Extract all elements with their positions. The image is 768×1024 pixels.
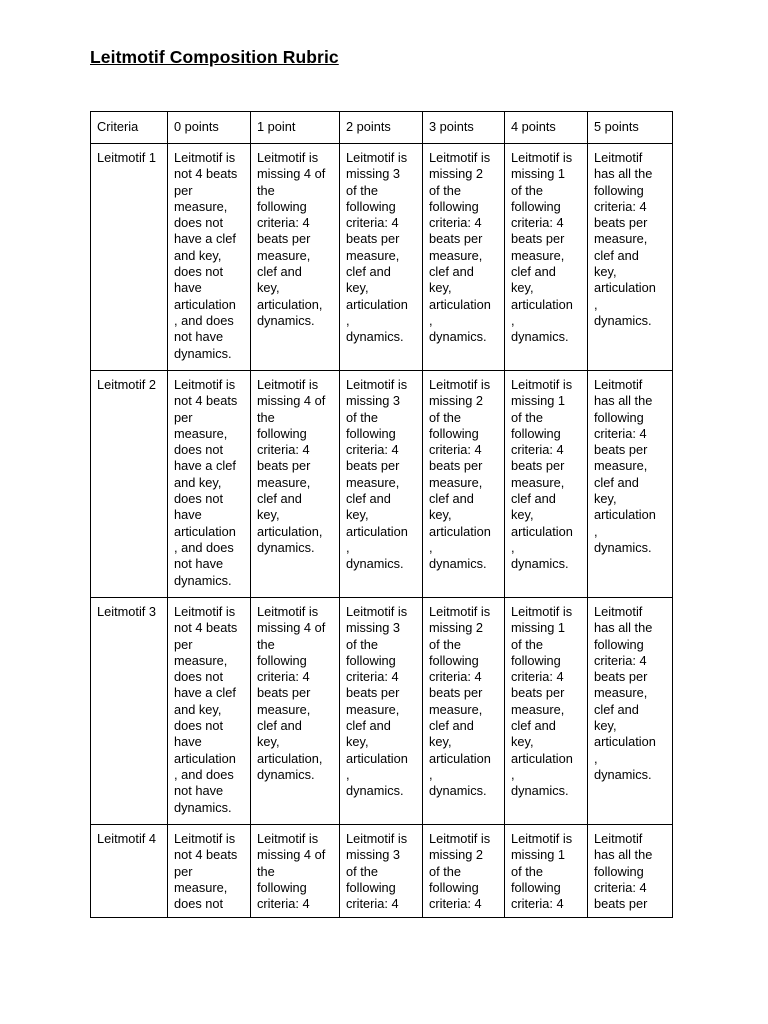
row-label: Leitmotif 1 xyxy=(91,144,168,371)
table-cell: Leitmotif is missing 4 of the following criteria: 4 beats per measure, clef and key, articulation, dynamics. xyxy=(251,144,340,371)
table-cell: Leitmotif has all the following criteria: 4 beats per measure, clef and key, articulation , dynamics. xyxy=(588,371,673,598)
row-label: Leitmotif 3 xyxy=(91,598,168,825)
document-title: Leitmotif Composition Rubric xyxy=(90,47,339,67)
header-cell-3-points: 3 points xyxy=(423,112,505,144)
table-cell: Leitmotif is missing 4 of the following criteria: 4 beats per measure, clef and key, articulation, dynamics. xyxy=(251,371,340,598)
table-cell: Leitmotif is missing 1 of the following criteria: 4 beats per measure, clef and key, articulation , dynamics. xyxy=(505,144,588,371)
table-cell: Leitmotif is missing 1 of the following criteria: 4 beats per measure, clef and key, articulation , dynamics. xyxy=(505,371,588,598)
table-cell: Leitmotif is missing 1 of the following criteria: 4 beats per measure, clef and key, articulation , dynamics. xyxy=(505,598,588,825)
header-cell-5-points: 5 points xyxy=(588,112,673,144)
rubric-table xyxy=(90,111,673,918)
table-cell: Leitmotif is missing 3 of the following criteria: 4 beats per measure, clef and key, articulation , dynamics. xyxy=(340,144,423,371)
header-cell-2-points: 2 points xyxy=(340,112,423,144)
row-label: Leitmotif 4 xyxy=(91,825,168,918)
table-cell: Leitmotif is missing 4 of the following criteria: 4 beats per measure, clef and key, articulation, dynamics. xyxy=(251,598,340,825)
table-cell: Leitmotif is missing 3 of the following criteria: 4 xyxy=(340,825,423,918)
table-cell: Leitmotif is not 4 beats per measure, does not have a clef and key, does not have articulation , and does not have dynamics. xyxy=(168,371,251,598)
table-cell: Leitmotif is missing 2 of the following criteria: 4 beats per measure, clef and key, articulation , dynamics. xyxy=(423,371,505,598)
table-cell: Leitmotif is not 4 beats per measure, does not have a clef and key, does not have articulation , and does not have dynamics. xyxy=(168,144,251,371)
table-cell: Leitmotif is missing 3 of the following criteria: 4 beats per measure, clef and key, articulation , dynamics. xyxy=(340,371,423,598)
table-row xyxy=(91,825,673,918)
table-row xyxy=(91,598,673,825)
table-cell: Leitmotif is not 4 beats per measure, does not have a clef and key, does not have articulation , and does not have dynamics. xyxy=(168,598,251,825)
header-cell-4-points: 4 points xyxy=(505,112,588,144)
table-cell: Leitmotif has all the following criteria: 4 beats per measure, clef and key, articulation , dynamics. xyxy=(588,598,673,825)
table-cell: Leitmotif is missing 1 of the following criteria: 4 xyxy=(505,825,588,918)
table-cell: Leitmotif has all the following criteria: 4 beats per xyxy=(588,825,673,918)
header-row xyxy=(91,112,673,144)
table-cell: Leitmotif is missing 3 of the following criteria: 4 beats per measure, clef and key, articulation , dynamics. xyxy=(340,598,423,825)
header-cell-1-point: 1 point xyxy=(251,112,340,144)
header-cell-0-points: 0 points xyxy=(168,112,251,144)
header-cell-criteria: Criteria xyxy=(91,112,168,144)
table-cell: Leitmotif is missing 4 of the following criteria: 4 xyxy=(251,825,340,918)
table-cell: Leitmotif is missing 2 of the following criteria: 4 xyxy=(423,825,505,918)
row-label: Leitmotif 2 xyxy=(91,371,168,598)
table-cell: Leitmotif has all the following criteria: 4 beats per measure, clef and key, articulation , dynamics. xyxy=(588,144,673,371)
table-row xyxy=(91,371,673,598)
table-cell: Leitmotif is missing 2 of the following criteria: 4 beats per measure, clef and key, articulation , dynamics. xyxy=(423,598,505,825)
table-cell: Leitmotif is missing 2 of the following criteria: 4 beats per measure, clef and key, articulation , dynamics. xyxy=(423,144,505,371)
table-cell: Leitmotif is not 4 beats per measure, does not xyxy=(168,825,251,918)
table-row xyxy=(91,144,673,371)
